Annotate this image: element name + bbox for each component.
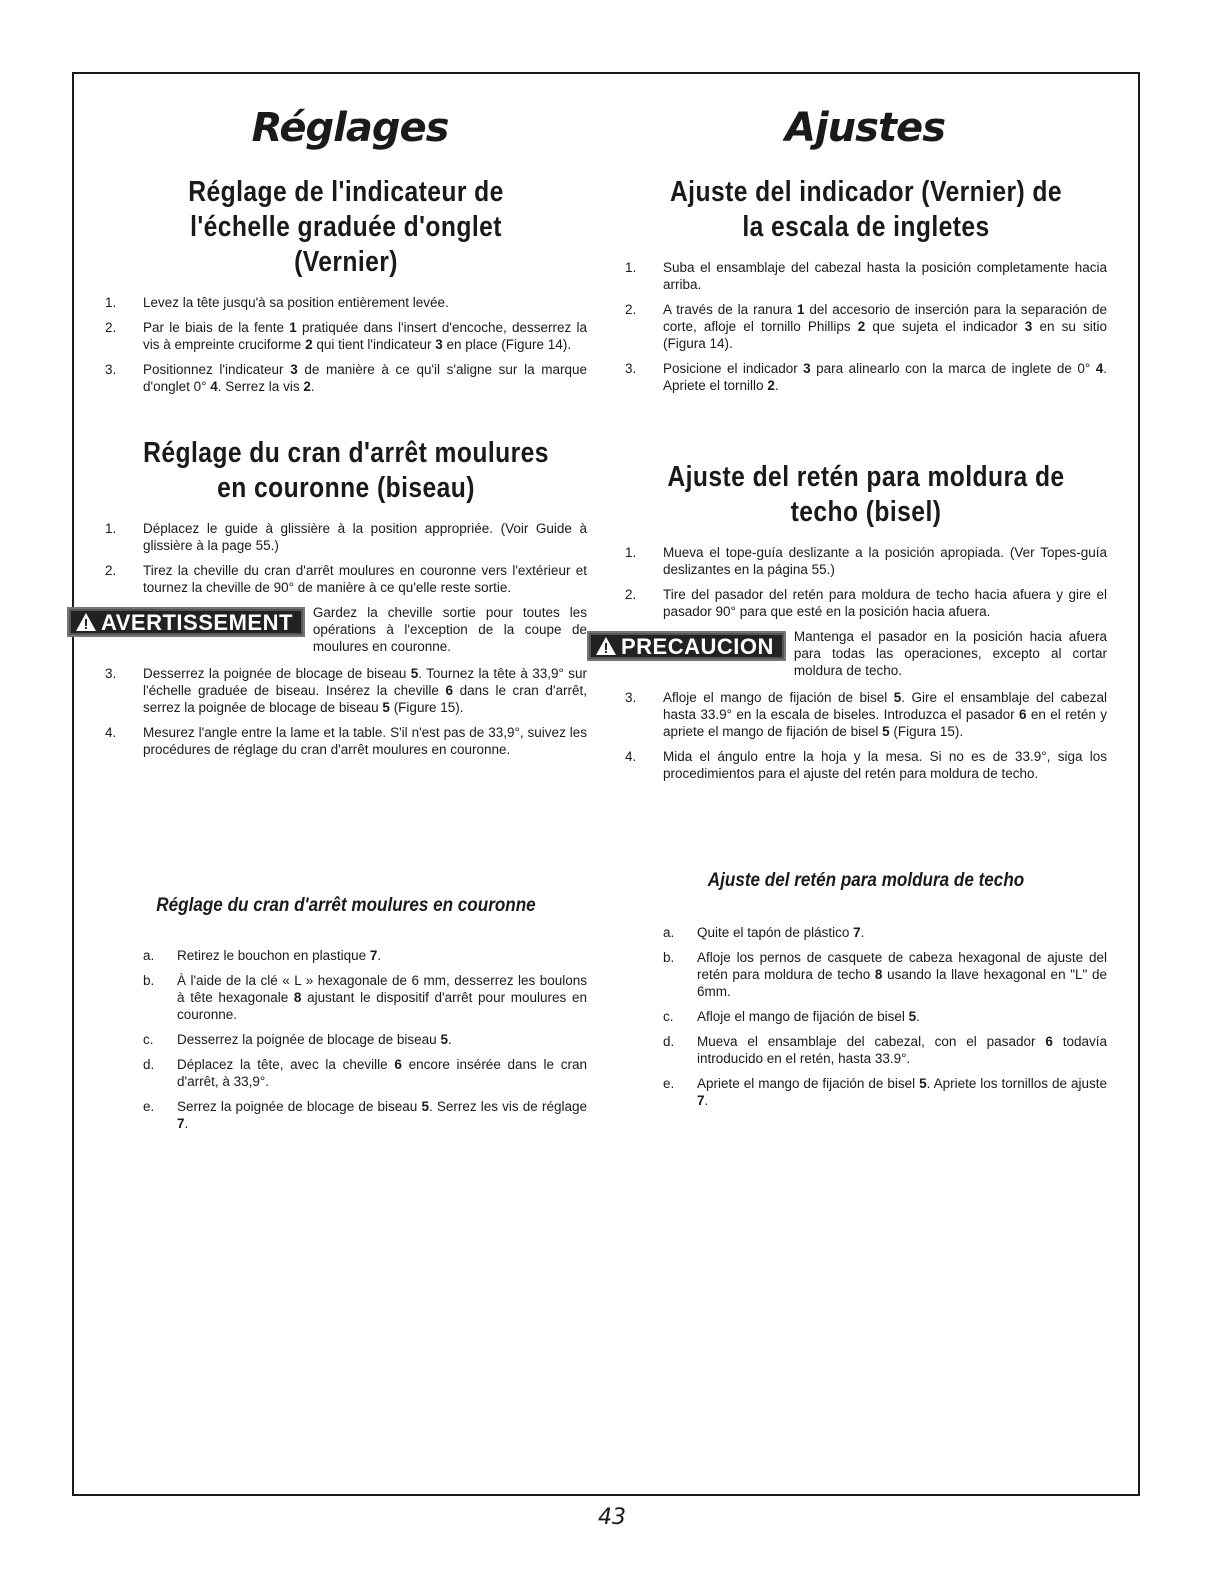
list-item — [105, 319, 587, 353]
list-item — [625, 301, 1107, 352]
list-item — [663, 1033, 1107, 1067]
es-detent-title: Ajuste del retén para moldura de techo — [707, 870, 1025, 891]
list-item-text: Par le biais de la fente 1 pratiquée dans l'insert d'encoche, desserrez la vis à empreinte cruciforme 2 qui tient l'indicateur 3 en place (Figure 14). — [143, 320, 587, 352]
fr-warning-badge — [67, 607, 305, 637]
list-item-number: e. — [663, 1076, 675, 1091]
fr-warning-label: AVERTISSEMENT — [101, 609, 293, 635]
fr-vernier-steps — [105, 294, 587, 395]
list-item — [143, 1031, 587, 1048]
list-item — [143, 972, 587, 1023]
list-item-number: b. — [663, 950, 675, 965]
list-item — [625, 360, 1107, 394]
list-item-number: 2. — [625, 587, 637, 602]
list-item-text: Mida el ángulo entre la hoja y la mesa. Si no es de 33.9°, siga los procedimientos para el ajuste del retén para moldura de techo. — [663, 749, 1107, 781]
list-item-text: Déplacez le guide à glissière à la position appropriée. (Voir Guide à glissière à la page 55.) — [143, 521, 587, 553]
list-item — [663, 949, 1107, 1000]
es-section-vernier — [625, 175, 1107, 402]
list-item — [625, 748, 1107, 782]
list-item-number: d. — [143, 1057, 155, 1072]
fr-detent-title: Réglage du cran d'arrêt moulures en couronne — [156, 895, 536, 916]
list-item-number: 3. — [625, 690, 637, 705]
list-item-number: 2. — [105, 320, 117, 335]
list-item-number: 2. — [105, 563, 117, 578]
es-section-crown — [621, 460, 1108, 790]
list-item-number: e. — [143, 1099, 155, 1114]
list-item-number: a. — [663, 925, 675, 940]
es-section-vernier-title: Ajuste del indicador (Vernier) de la escala de ingletes — [669, 176, 1063, 243]
page-number: 43 — [598, 1505, 626, 1530]
list-item-text: Mueva el tope-guía deslizante a la posición apropiada. (Ver Topes-guía deslizantes en la página 55.) — [663, 545, 1107, 577]
list-item-text: A través de la ranura 1 del accesorio de inserción para la separación de corte, afloje el tornillo Phillips 2 que sujeta el indicador 3 en su sitio (Figura 14). — [663, 302, 1107, 351]
list-item — [105, 665, 587, 716]
es-warning-label: PRECAUCION — [621, 633, 774, 659]
fr-warning-text: Gardez la cheville sortie pour toutes les opérations à l'exception de la coupe de moulures en couronne. — [312, 605, 587, 654]
list-item-text: Afloje el mango de fijación de bisel 5. — [697, 1009, 920, 1024]
list-item-number: 3. — [105, 666, 117, 681]
list-item-number: b. — [143, 973, 155, 988]
list-item — [105, 520, 587, 554]
list-item — [625, 259, 1107, 293]
list-item-number: 1. — [105, 295, 117, 310]
es-vernier-steps — [625, 259, 1107, 394]
fr-section-vernier-title: Réglage de l'indicateur de l'échelle graduée d'onglet (Vernier) — [188, 176, 504, 278]
fr-crown-steps-b — [105, 665, 587, 758]
list-item-number: 1. — [625, 545, 637, 560]
list-item — [143, 947, 587, 964]
list-item-text: Mesurez l'angle entre la lame et la table. S'il n'est pas de 33,9°, suivez les procédures de réglage du cran d'arrêt moulures en couronne. — [143, 725, 587, 757]
list-item — [625, 586, 1107, 620]
list-item-number: 1. — [625, 260, 637, 275]
list-item — [625, 689, 1107, 740]
es-crown-steps-b — [625, 689, 1107, 782]
list-item-number: c. — [143, 1032, 154, 1047]
list-item — [143, 1056, 587, 1090]
title-french: Réglages — [251, 105, 449, 151]
es-warning-badge — [587, 631, 786, 661]
es-warning — [587, 628, 1107, 679]
list-item-text: Levez la tête jusqu'à sa position entièrement levée. — [143, 295, 449, 310]
list-item — [143, 1098, 587, 1132]
list-item-text: Tirez la cheville du cran d'arrêt moulures en couronne vers l'extérieur et tournez la cheville de 90° de manière à ce qu'elle reste sortie. — [143, 563, 587, 595]
list-item-text: Tire del pasador del retén para moldura de techo hacia afuera y gire el pasador 90° para que esté en la posición hacia afuera. — [663, 587, 1107, 619]
list-item-text: Mueva el ensamblaje del cabezal, con el pasador 6 todavía introducido en el retén, hasta 33.9°. — [697, 1034, 1107, 1066]
list-item-number: 2. — [625, 302, 637, 317]
list-item-number: 4. — [625, 749, 637, 764]
list-item-text: Afloje los pernos de casquete de cabeza hexagonal de ajuste del retén para moldura de techo 8 usando la llave hexagonal en "L" de 6mm. — [697, 950, 1107, 999]
list-item-number: d. — [663, 1034, 675, 1049]
list-item-text: Desserrez la poignée de blocage de biseau 5. Tournez la tête à 33,9° sur l'échelle graduée de biseau. Insérez la cheville 6 dans le cran d'arrêt, serrez la poignée de blocage de biseau 5 (Figure 15). — [143, 666, 588, 715]
list-item-text: Suba el ensamblaje del cabezal hasta la posición completamente hacia arriba. — [663, 260, 1107, 292]
fr-section-crown-title: Réglage du cran d'arrêt moulures en couronne (biseau) — [143, 437, 549, 504]
fr-section-vernier — [105, 175, 587, 403]
list-item-text: Retirez le bouchon en plastique 7. — [177, 948, 382, 963]
es-crown-steps-a — [625, 544, 1107, 620]
list-item-text: À l'aide de la clé « L » hexagonale de 6 mm, desserrez les boulons à tête hexagonale 8 ajustant le dispositif d'arrêt pour moulures en couronne. — [177, 973, 587, 1022]
list-item — [663, 1075, 1107, 1109]
list-item-text: Quite el tapón de plástico 7. — [697, 925, 865, 940]
list-item-text: Positionnez l'indicateur 3 de manière à ce qu'il s'aligne sur la marque d'onglet 0° 4. Serrez la vis 2. — [143, 362, 587, 394]
warning-triangle-icon — [75, 612, 97, 632]
list-item-text: Afloje el mango de fijación de bisel 5. Gire el ensamblaje del cabezal hasta 33.9° en la escala de biseles. Introduzca el pasador 6 en el retén y apriete el mango de fijación de bisel 5 (Figura 15). — [663, 690, 1108, 739]
list-item-number: 4. — [105, 725, 117, 740]
list-item — [105, 724, 587, 758]
list-item-text: Serrez la poignée de blocage de biseau 5. Serrez les vis de réglage 7. — [177, 1099, 587, 1131]
list-item-text: Apriete el mango de fijación de bisel 5. Apriete los tornillos de ajuste 7. — [697, 1076, 1107, 1108]
list-item-text: Déplacez la tête, avec la cheville 6 encore insérée dans le cran d'arrêt, à 33,9°. — [177, 1057, 587, 1089]
list-item-number: 3. — [625, 361, 637, 376]
es-warning-text: Mantenga el pasador en la posición hacia afuera para todas las operaciones, excepto al cortar moldura de techo. — [793, 629, 1107, 678]
list-item-text: Posicione el indicador 3 para alinearlo con la marca de inglete de 0° 4. Apriete el tornillo 2. — [663, 361, 1107, 393]
fr-section-crown — [101, 436, 588, 766]
fr-section-detent — [105, 895, 587, 1140]
list-item — [625, 544, 1107, 578]
list-item-number: 3. — [105, 362, 117, 377]
fr-crown-steps-a — [105, 520, 587, 596]
list-item — [105, 562, 587, 596]
es-section-detent — [625, 870, 1107, 1117]
es-section-crown-title: Ajuste del retén para moldura de techo (bisel) — [667, 461, 1065, 528]
warning-triangle-icon — [595, 636, 617, 656]
list-item-number: c. — [663, 1009, 674, 1024]
fr-warning — [67, 604, 587, 655]
list-item — [663, 924, 1107, 941]
list-item — [105, 361, 587, 395]
title-spanish: Ajustes — [784, 105, 945, 151]
list-item-number: 1. — [105, 521, 117, 536]
list-item — [105, 294, 587, 311]
fr-detent-steps — [143, 947, 587, 1132]
list-item — [663, 1008, 1107, 1025]
list-item-number: a. — [143, 948, 155, 963]
list-item-text: Desserrez la poignée de blocage de biseau 5. — [177, 1032, 452, 1047]
es-detent-steps — [663, 924, 1107, 1109]
